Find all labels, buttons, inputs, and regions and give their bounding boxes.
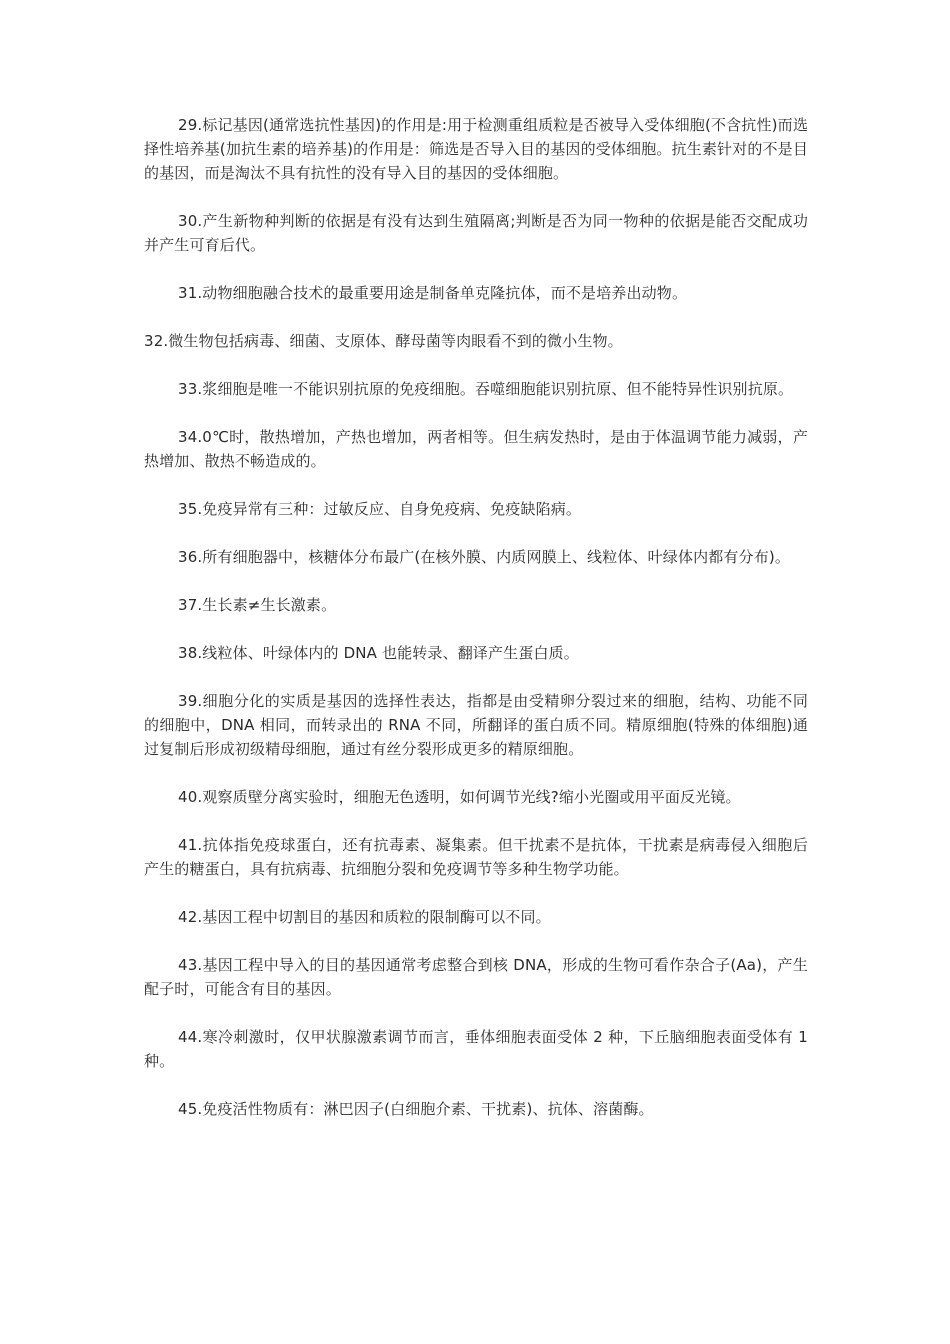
paragraph-30: 30.产生新物种判断的依据是有没有达到生殖隔离;判断是否为同一物种的依据是能否交配成功并产生可育后代。 <box>144 212 808 254</box>
paragraph-40: 40.观察质壁分离实验时，细胞无色透明，如何调节光线?缩小光圈或用平面反光镜。 <box>178 788 741 806</box>
paragraph-42: 42.基因工程中切割目的基因和质粒的限制酶可以不同。 <box>178 908 551 926</box>
paragraph-44: 44.寒冷刺激时，仅甲状腺激素调节而言，垂体细胞表面受体 2 种，下丘脑细胞表面受体有 1 种。 <box>144 1028 808 1070</box>
paragraph-37: 37.生长素≠生长激素。 <box>178 596 337 614</box>
paragraph-36: 36.所有细胞器中，核糖体分布最广(在核外膜、内质网膜上、线粒体、叶绿体内都有分布)。 <box>178 548 791 566</box>
paragraph-31: 31.动物细胞融合技术的最重要用途是制备单克隆抗体，而不是培养出动物。 <box>178 284 688 302</box>
paragraph-33: 33.浆细胞是唯一不能识别抗原的免疫细胞。吞噬细胞能识别抗原、但不能特异性识别抗原。 <box>178 380 794 398</box>
paragraph-45: 45.免疫活性物质有：淋巴因子(白细胞介素、干扰素)、抗体、溶菌酶。 <box>178 1100 654 1118</box>
paragraph-38: 38.线粒体、叶绿体内的 DNA 也能转录、翻译产生蛋白质。 <box>178 644 579 662</box>
paragraph-41: 41.抗体指免疫球蛋白，还有抗毒素、凝集素。但干扰素不是抗体，干扰素是病毒侵入细胞后产生的糖蛋白，具有抗病毒、抗细胞分裂和免疫调节等多种生物学功能。 <box>144 836 808 878</box>
document-body <box>144 113 808 1145</box>
paragraph-32: 32.微生物包括病毒、细菌、支原体、酵母菌等肉眼看不到的微小生物。 <box>144 332 623 350</box>
paragraph-29: 29.标记基因(通常选抗性基因)的作用是:用于检测重组质粒是否被导入受体细胞(不含抗性)而选择性培养基(加抗生素的培养基)的作用是：筛选是否导入目的基因的受体细胞。抗生素针对的不是目的基因，而是淘汰不具有抗性的没有导入目的基因的受体细胞。 <box>144 116 808 182</box>
paragraph-43: 43.基因工程中导入的目的基因通常考虑整合到核 DNA，形成的生物可看作杂合子(Aa)，产生配子时，可能含有目的基因。 <box>144 956 808 998</box>
paragraph-34: 34.0℃时，散热增加，产热也增加，两者相等。但生病发热时，是由于体温调节能力减弱，产热增加、散热不畅造成的。 <box>144 428 808 470</box>
paragraph-35: 35.免疫异常有三种：过敏反应、自身免疫病、免疫缺陷病。 <box>178 500 582 518</box>
paragraph-39: 39.细胞分化的实质是基因的选择性表达，指都是由受精卵分裂过来的细胞，结构、功能不同的细胞中，DNA 相同，而转录出的 RNA 不同，所翻译的蛋白质不同。精原细胞(特殊的体细胞)通过复制后形成初级精母细胞，通过有丝分裂形成更多的精原细胞。 <box>144 692 808 758</box>
